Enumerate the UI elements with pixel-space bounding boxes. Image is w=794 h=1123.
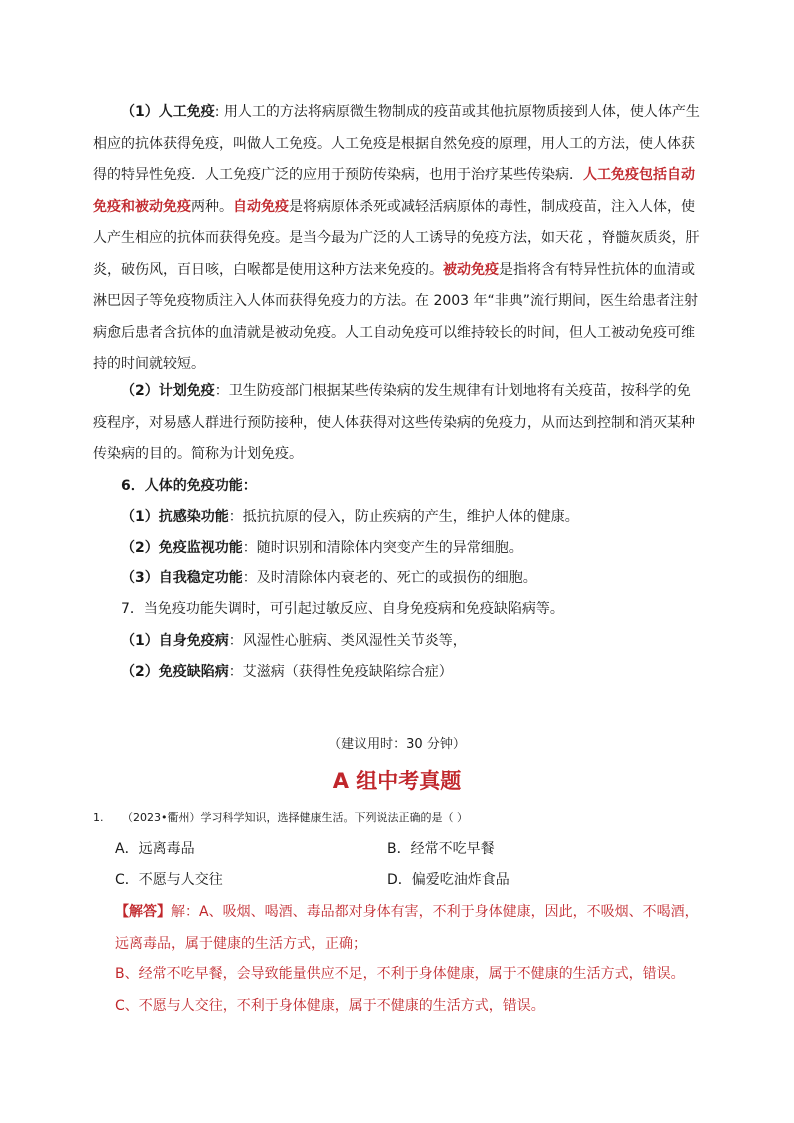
immune-function-heading: 6．人体的免疫功能： bbox=[121, 478, 257, 494]
question-1-number: 1. bbox=[93, 811, 104, 824]
anti-infection-label: （1）抗感染功能 bbox=[121, 509, 229, 525]
answer-tag: 【解答】 bbox=[115, 904, 171, 920]
anti-infection-text: ：抵抗抗原的侵入，防止疾病的产生，维护人体的健康。 bbox=[228, 509, 579, 525]
question-1-stem-line bbox=[122, 808, 468, 828]
immunodeficiency-label: （2）免疫缺陷病 bbox=[121, 664, 229, 680]
planned-immunity-text: ：卫生防疫部门根据某些传染病的发生规律有计划地将有关疫苗，按科学的免疫程序，对易感人群进行预防接种，使人体获得对这些传染病的免疫力，从而达到控制和消灭某种传染病的目的。简称为计划免疫。 bbox=[93, 383, 695, 462]
option-d[interactable]: D．偏爱吃油炸食品 bbox=[387, 872, 510, 888]
passive-immunity-highlight: 被动免疫 bbox=[443, 261, 499, 278]
question-1-source: （2023•衢州） bbox=[122, 811, 201, 824]
immune-dysfunction-item-2 bbox=[121, 662, 453, 682]
option-c[interactable]: C．不愿与人交往 bbox=[115, 872, 223, 888]
autoimmune-text: ：风湿性心脏病、类风湿性关节炎等， bbox=[228, 633, 467, 649]
suggested-time: （建议用时：30 分钟） bbox=[328, 737, 466, 752]
immune-function-item-1 bbox=[121, 507, 579, 527]
section-title: A 组中考真题 bbox=[332, 769, 462, 793]
answer-line-3: B、经常不吃早餐，会导致能量供应不足，不利于身体健康，属于不健康的生活方式，错误。 bbox=[115, 966, 685, 982]
active-immunity-highlight: 自动免疫 bbox=[233, 198, 289, 215]
artificial-immunity-text-1: : 用人工的方法将病原微生物制成的疫苗或其他抗原物质接到人体，使人体产生相应的抗体获得免疫，叫做人工免疫。人工免疫是根据自然免疫的原理，用人工的方法，使人体获得的特异性免疫．人工免疫广泛的应用于预防传染病，也用于治疗某些传染病． bbox=[93, 104, 700, 183]
immune-surveillance-label: （2）免疫监视功能 bbox=[121, 540, 243, 556]
artificial-immunity-text-3: 是将病原体杀死或减轻活病原体的毒性，制成疫苗，注入人体，使人产生相应的抗体而获得免疫。是当今最为广泛的人工诱导的免疫方法，如天花 ，脊髓灰质炎，肝炎，破伤风，百日咳，白喉都是使用这种方法来免疫的。 bbox=[93, 198, 700, 278]
immunodeficiency-text: ：艾滋病（获得性免疫缺陷综合症） bbox=[228, 664, 453, 680]
autoimmune-label: （1）自身免疫病 bbox=[121, 633, 229, 649]
immune-dysfunction-item-1 bbox=[121, 631, 467, 651]
self-stability-text: ：及时清除体内衰老的、死亡的或损伤的细胞。 bbox=[242, 570, 537, 586]
planned-immunity-label: （2）计划免疫 bbox=[121, 383, 215, 399]
answer-line-1 bbox=[115, 902, 699, 922]
self-stability-label: （3）自我稳定功能 bbox=[121, 570, 243, 586]
immune-surveillance-text: ：随时识别和清除体内突变产生的异常细胞。 bbox=[242, 540, 523, 556]
artificial-immunity-paragraph bbox=[93, 97, 701, 381]
immune-function-item-2 bbox=[121, 538, 523, 558]
option-b[interactable]: B．经常不吃早餐 bbox=[387, 841, 495, 857]
planned-immunity-paragraph bbox=[93, 376, 701, 471]
question-1-stem: 学习科学知识，选择健康生活。下列说法正确的是（ ） bbox=[200, 811, 468, 824]
artificial-immunity-types-highlight: 人工免疫包括自动免疫和被动免疫 bbox=[93, 167, 695, 215]
immune-dysfunction-heading: 7．当免疫功能失调时，可引起过敏反应、自身免疫病和免疫缺陷病等。 bbox=[121, 601, 564, 617]
option-a[interactable]: A．远离毒品 bbox=[115, 841, 195, 857]
answer-line-4: C、不愿与人交往，不利于身体健康，属于不健康的生活方式，错误。 bbox=[115, 998, 545, 1014]
immune-function-item-3 bbox=[121, 568, 537, 588]
artificial-immunity-text-2: 两种。 bbox=[191, 198, 233, 215]
answer-text-1: 解：A、吸烟、喝酒、毒品都对身体有害，不利于身体健康，因此，不吸烟、不喝酒， bbox=[171, 904, 699, 920]
artificial-immunity-text-4: 是指将含有特异性抗体的血清或淋巴因子等免疫物质注入人体而获得免疫力的方法。在 2003 年“非典”流行期间，医生给患者注射病愈后患者含抗体的血清就是被动免疫。人工自动免疫可以维持较长的时间，但人工被动免疫可维持的时间就较短。 bbox=[93, 261, 699, 372]
artificial-immunity-label: （1）人工免疫 bbox=[121, 104, 215, 120]
answer-line-2: 远离毒品，属于健康的生活方式，正确； bbox=[115, 936, 367, 952]
